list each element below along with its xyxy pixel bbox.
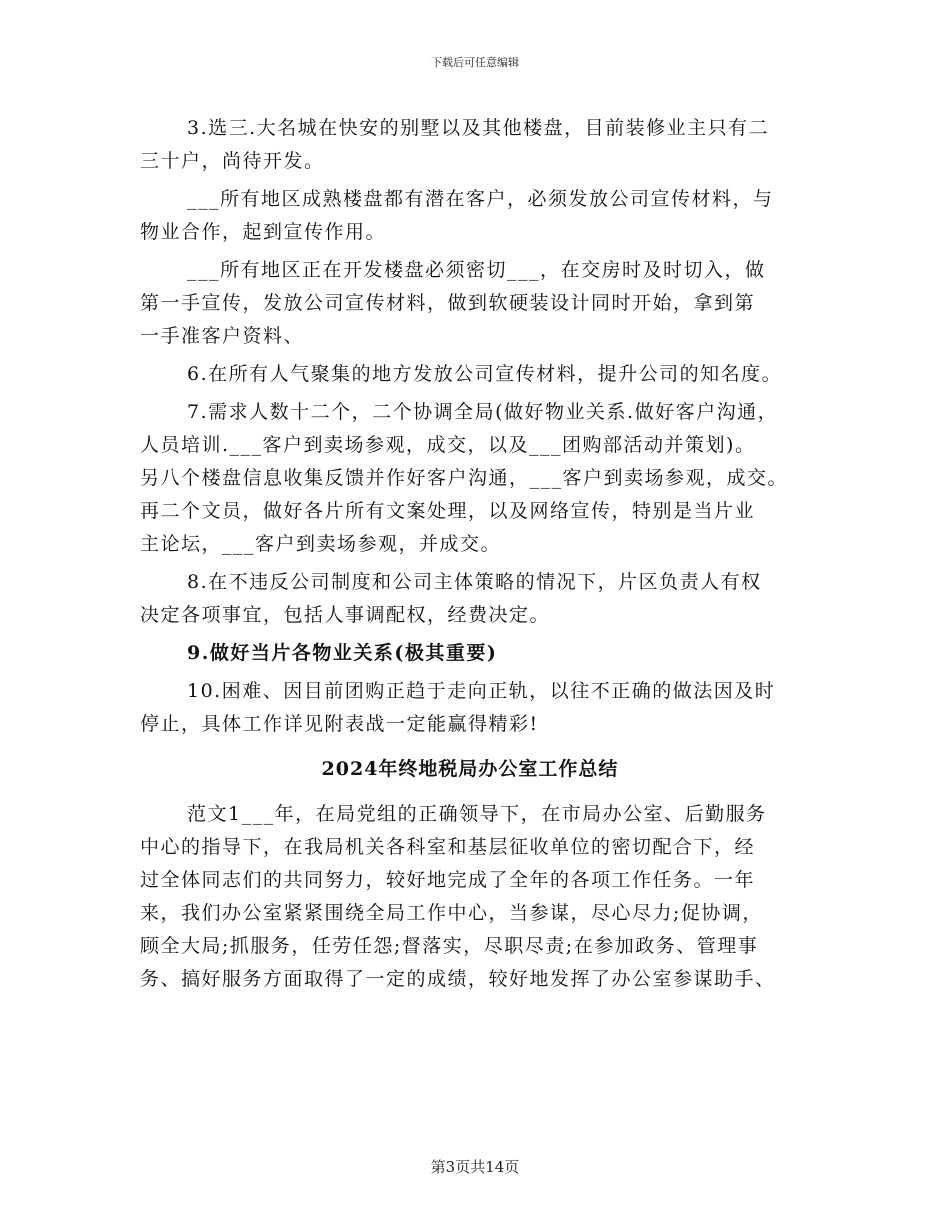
paragraph-7-line-3: 另八个楼盘信息收集反馈并作好客户沟通，___客户到卖场参观，成交。 [140, 467, 789, 489]
paragraph-5-line-1: ___所有地区正在开发楼盘必须密切___，在交房时及时切入，做 [187, 259, 766, 281]
paragraph-10-line-2: 停止，具体工作详见附表战一定能赢得精彩! [140, 713, 539, 735]
paragraph-5-line-3: 一手准客户资料、 [140, 325, 305, 347]
paragraph-4-line-1: ___所有地区成熟楼盘都有潜在客户，必须发放公司宣传材料，与 [187, 188, 774, 210]
paragraph-4-line-2: 物业合作，起到宣传作用。 [140, 221, 387, 243]
document-body [140, 112, 820, 996]
body-line-5: 顾全大局;抓服务，任劳任怨;督落实，尽职尽责;在参加政务、管理事 [140, 935, 759, 957]
body-line-1: 范文1___年，在局党组的正确领导下，在市局办公室、后勤服务 [187, 803, 767, 825]
body-line-3: 过全体同志们的共同努力，较好地完成了全年的各项工作任务。一年 [140, 869, 756, 891]
paragraph-6-line-1: 6.在所有人气聚集的地方发放公司宣传材料，提升公司的知名度。 [187, 363, 783, 385]
paragraph-7-line-4: 再二个文员，做好各片所有文案处理，以及网络宣传，特别是当片业 [140, 500, 756, 522]
page-footer: 第3页共14页 [430, 1158, 520, 1176]
body-line-2: 中心的指导下，在我局机关各科室和基层征收单位的密切配合下，经 [140, 836, 756, 858]
paragraph-8-line-1: 8.在不违反公司制度和公司主体策略的情况下，片区负责人有权 [187, 571, 762, 593]
paragraph-10-line-1: 10.困难、因目前团购正趋于走向正轨，以往不正确的做法因及时 [187, 680, 776, 702]
section-title: 2024年终地税局办公室工作总结 [321, 758, 619, 780]
body-line-6: 务、搞好服务方面取得了一定的成绩，较好地发挥了办公室参谋助手、 [140, 968, 776, 990]
paragraph-3-line-2: 三十户，尚待开发。 [140, 150, 325, 172]
paragraph-8-line-2: 决定各项事宜，包括人事调配权，经费决定。 [140, 604, 551, 626]
paragraph-3-line-1: 3.选三.大名城在快安的别墅以及其他楼盘，目前装修业主只有二 [187, 117, 770, 139]
body-line-4: 来，我们办公室紧紧围绕全局工作中心，当参谋，尽心尽力;促协调， [140, 902, 763, 924]
paragraph-7-line-1: 7.需求人数十二个，二个协调全局(做好物业关系.做好客户沟通， [187, 401, 779, 423]
paragraph-9-line-1: 9.做好当片各物业关系(极其重要) [187, 642, 498, 664]
page-header: 下载后可任意编辑 [431, 56, 519, 69]
paragraph-5-line-2: 第一手宣传，发放公司宣传材料，做到软硬装设计同时开始，拿到第 [140, 292, 756, 314]
paragraph-7-line-2: 人员培训.___客户到卖场参观，成交，以及___团购部活动并策划)。 [140, 434, 756, 456]
paragraph-7-line-5: 主论坛，___客户到卖场参观，并成交。 [140, 533, 502, 555]
